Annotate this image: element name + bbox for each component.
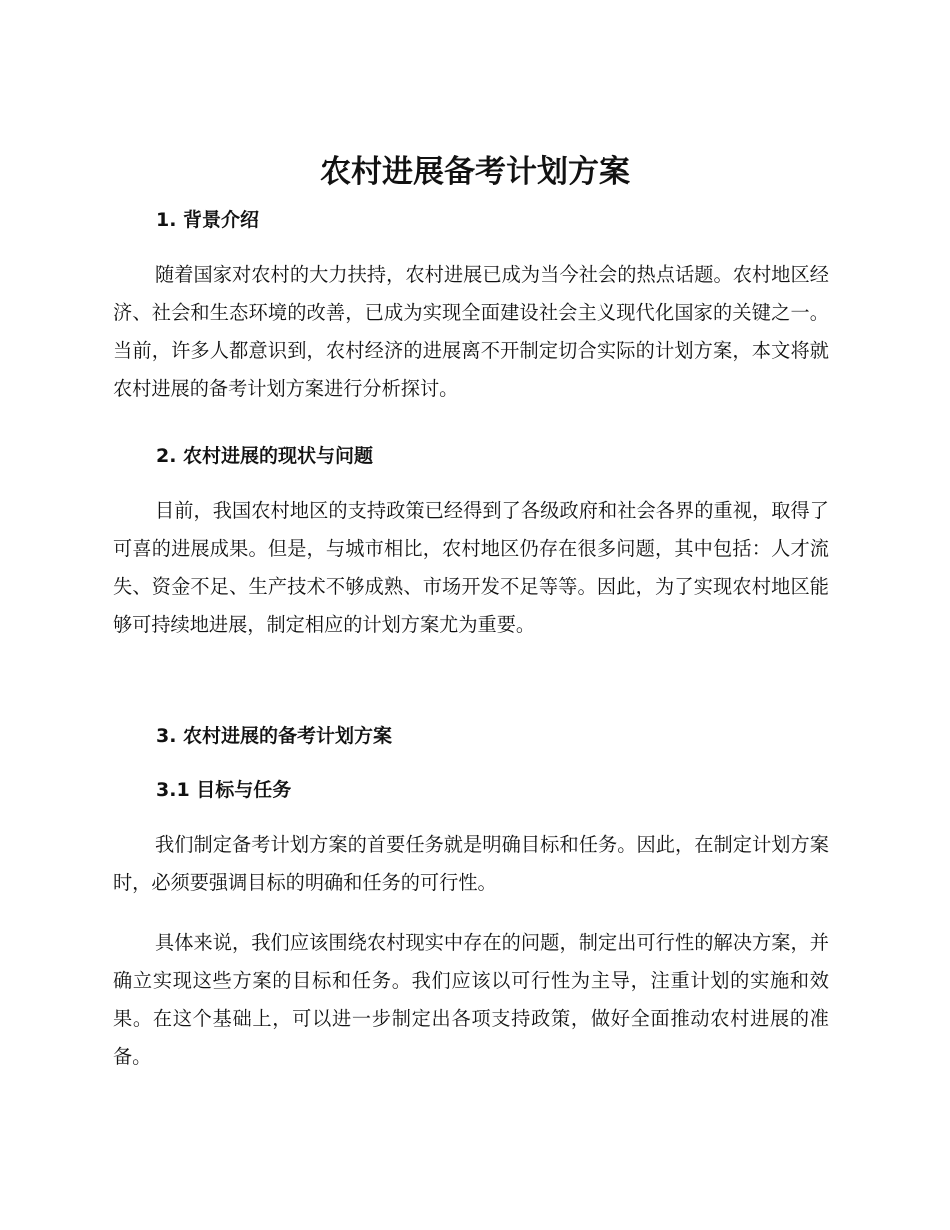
paragraph-status-problems: 目前，我国农村地区的支持政策已经得到了各级政府和社会各界的重视，取得了可喜的进展成果。但是，与城市相比，农村地区仍存在很多问题，其中包括：人才流失、资金不足、生产技术不够成熟、市场开发不足等等。因此，为了实现农村地区能够可持续地进展，制定相应的计划方案尤为重要。: [113, 499, 829, 636]
section-heading-background: 1. 背景介绍: [156, 209, 260, 231]
section-heading-goals-tasks: 3.1 目标与任务: [156, 779, 292, 801]
paragraph-goals-tasks-2: 具体来说，我们应该围绕农村现实中存在的问题，制定出可行性的解决方案，并确立实现这些方案的目标和任务。我们应该以可行性为主导，注重计划的实施和效果。在这个基础上，可以进一步制定出各项支持政策，做好全面推动农村进展的准备。: [113, 931, 829, 1068]
section-heading-plan: 3. 农村进展的备考计划方案: [156, 725, 393, 747]
document-title: 农村进展备考计划方案: [320, 154, 630, 190]
section-heading-status-problems: 2. 农村进展的现状与问题: [156, 445, 374, 467]
paragraph-goals-tasks-1: 我们制定备考计划方案的首要任务就是明确目标和任务。因此，在制定计划方案时，必须要强调目标的明确和任务的可行性。: [113, 833, 829, 894]
paragraph-background: 随着国家对农村的大力扶持，农村进展已成为当今社会的热点话题。农村地区经济、社会和生态环境的改善，已成为实现全面建设社会主义现代化国家的关键之一。当前，许多人都意识到，农村经济的进展离不开制定切合实际的计划方案，本文将就农村进展的备考计划方案进行分析探讨。: [113, 263, 829, 400]
